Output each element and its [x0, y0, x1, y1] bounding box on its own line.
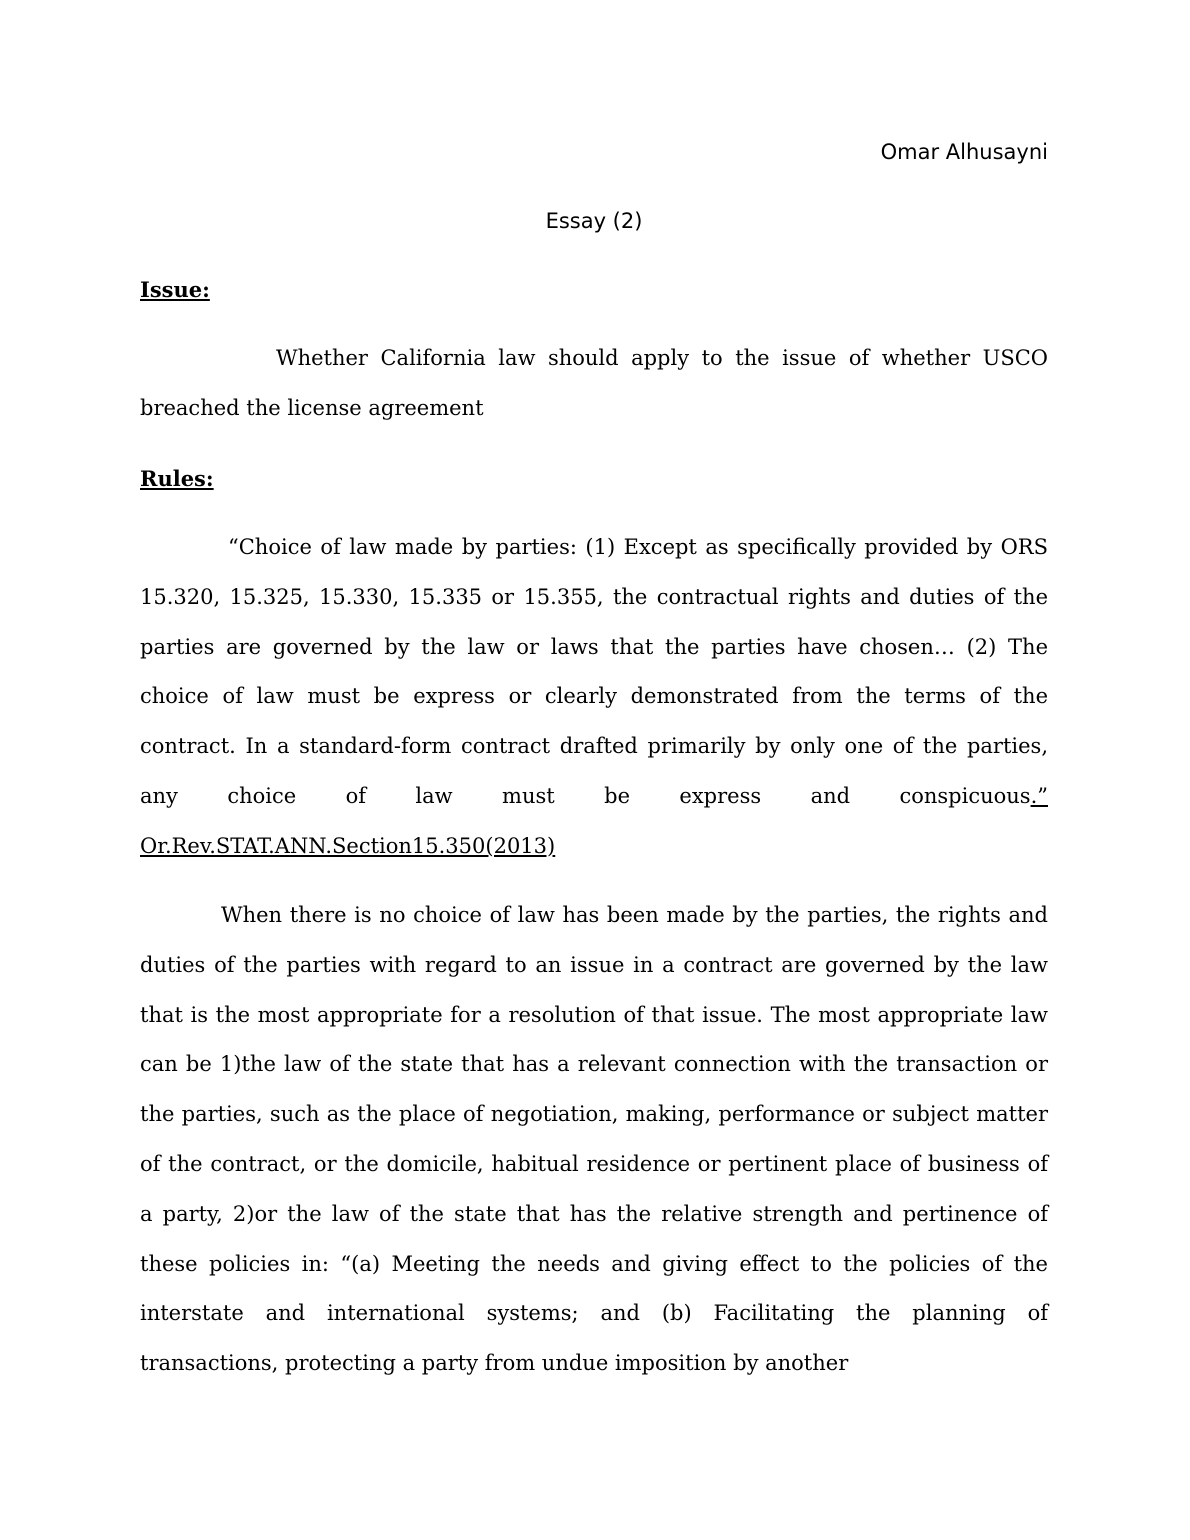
rules-quote-paragraph: [140, 523, 1048, 872]
rules-citation: Or.Rev.STAT.ANN.Section15.350(2013): [140, 833, 556, 858]
issue-paragraph: [140, 334, 1048, 434]
rules-paragraph-2-text: When there is no choice of law has been made by the parties, the rights and duties of the parties with regard to an issue in a contract are governed by the law that is the most appropriate for a resolution of that issue. The most appropriate law can be 1)the law of the state that has a relevant connection with the transaction or the parties, such as the place of negotiation, making, performance or subject matter of the contract, or the domicile, habitual residence or pertinent place of business of a party, 2)or the law of the state that has the relative strength and pertinence of these policies in: “(a) Meeting the needs and giving effect to the policies of the interstate and international systems; and (b) Facilitating the planning of transactions, protecting a party from undue imposition by another: [140, 903, 1048, 1376]
document-page: [140, 0, 1048, 1540]
rules-paragraph-2: [140, 891, 1048, 1389]
issue-text: Whether California law should apply to the issue of whether USCO breached the license agreement: [140, 346, 1048, 420]
rules-quote-close: .”: [1030, 783, 1048, 808]
issue-heading: Issue:: [140, 277, 210, 302]
rules-quote-text: “Choice of law made by parties: (1) Except as specifically provided by ORS 15.320, 15.325, 15.330, 15.335 or 15.355, the contractual rights and duties of the parties are governed by the law or laws that the parties have chosen… (2) The choice of law must be express or clearly demonstrated from the terms of the contract. In a standard-form contract drafted primarily by only one of the parties, any choice of law must be express and conspicuous: [140, 535, 1048, 808]
essay-title: Essay (2): [545, 209, 643, 233]
author-name: Omar Alhusayni: [880, 140, 1048, 164]
rules-heading: Rules:: [140, 466, 214, 491]
